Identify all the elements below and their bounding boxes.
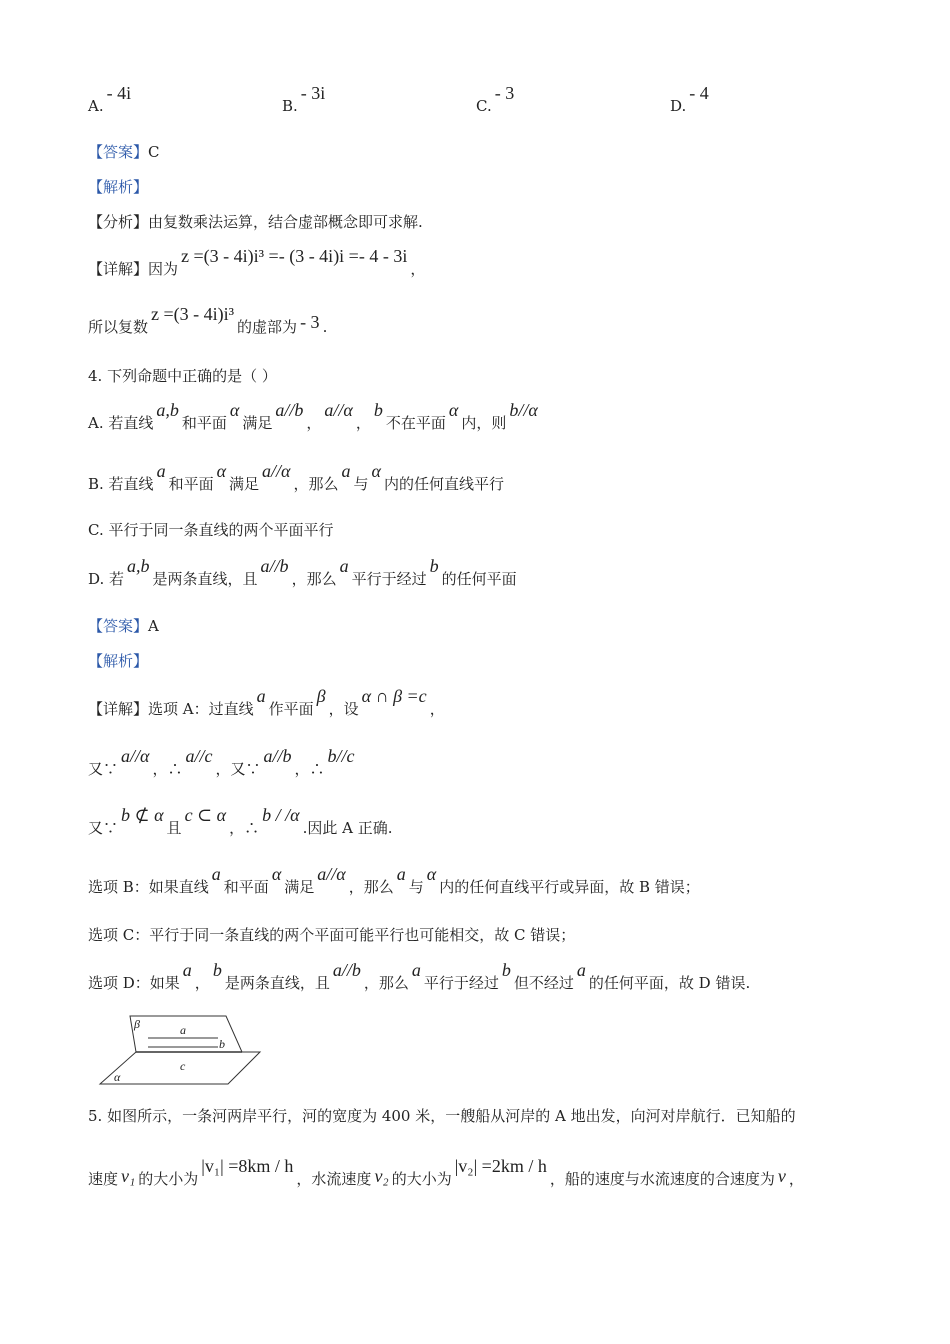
math: a//α — [317, 864, 346, 884]
math: |v₂| =2km / h — [454, 1156, 547, 1176]
q3-analysis-tag — [88, 177, 148, 197]
text: 平行于经过 — [423, 974, 499, 992]
q3-answer — [88, 142, 160, 162]
option-label: A. — [88, 97, 104, 115]
text: 和平面 — [168, 475, 214, 493]
plane-diagram — [96, 1012, 266, 1088]
q4-option-b-explanation — [88, 864, 700, 897]
math: v₂ — [374, 1166, 389, 1186]
fenxi-tag: 【分析】 — [88, 213, 149, 231]
text: 和平面 — [181, 414, 227, 432]
text: 速度 — [88, 1170, 119, 1188]
math: a,b — [127, 556, 150, 576]
math: a//α — [324, 400, 353, 420]
option-b[interactable] — [282, 83, 328, 116]
conclusion-formula: z =(3 - 4i)i³ — [151, 304, 235, 324]
math: α — [216, 461, 227, 481]
label-beta: β — [134, 1017, 140, 1031]
option-value: - 3 — [494, 83, 515, 103]
math: b ⊄ α — [121, 805, 164, 825]
text: B. 若直线 — [88, 475, 154, 493]
q4-answer — [88, 616, 159, 636]
conclusion-pre: 所以复数 — [88, 318, 149, 336]
math: b — [373, 400, 383, 420]
q4-option-a[interactable] — [88, 400, 541, 433]
math: b//α — [509, 400, 538, 420]
q4-detail-2 — [88, 746, 358, 779]
text: 选项 A：过直线 — [148, 700, 254, 718]
text: ，那么 — [291, 570, 337, 588]
math: a//c — [185, 746, 213, 766]
q3-conclusion — [88, 304, 328, 337]
text: ，设 — [328, 700, 359, 718]
text: 满足 — [229, 475, 260, 493]
text: 且 — [166, 819, 182, 837]
option-label: B. — [282, 97, 298, 115]
math: |v₁| =8km / h — [201, 1156, 294, 1176]
q3-fenxi — [88, 212, 423, 232]
math: b//c — [327, 746, 355, 766]
text: 又∵ — [88, 819, 119, 837]
text: ，那么 — [363, 974, 409, 992]
detail-pre: 因为 — [148, 260, 179, 278]
math: α — [271, 864, 282, 884]
text: 选项 B：如果直线 — [88, 878, 209, 896]
math: b — [212, 960, 222, 980]
math: c ⊂ α — [184, 805, 227, 825]
text: 与 — [353, 475, 369, 493]
q4-option-b[interactable] — [88, 461, 504, 494]
text: 的大小为 — [138, 1170, 199, 1188]
text: 和平面 — [223, 878, 269, 896]
text: 的任何平面 — [441, 570, 517, 588]
option-value: - 3i — [300, 83, 326, 103]
detail-tag: 【详解】 — [88, 700, 149, 718]
math: a — [396, 864, 406, 884]
option-label: D. — [670, 97, 687, 115]
math: α — [229, 400, 240, 420]
text: 满足 — [284, 878, 315, 896]
text: 内，则 — [461, 414, 507, 432]
q4-detail-3 — [88, 805, 393, 838]
math: a//α — [121, 746, 150, 766]
fenxi-text: 由复数乘法运算，结合虚部概念即可求解. — [148, 213, 423, 231]
option-value: - 4i — [106, 83, 132, 103]
text: 选项 D：如果 — [88, 974, 180, 992]
label-alpha: α — [114, 1070, 121, 1084]
math: a,b — [156, 400, 179, 420]
text: 是两条直线，且 — [224, 974, 330, 992]
text: 但不经过 — [513, 974, 574, 992]
q4-option-d[interactable] — [88, 556, 517, 589]
text: ， — [194, 974, 210, 992]
answer-value: A — [148, 617, 159, 635]
label-b: b — [219, 1037, 225, 1051]
answer-tag: 【答案】 — [88, 617, 149, 635]
analysis-tag: 【解析】 — [88, 178, 149, 196]
math: a//b — [263, 746, 292, 766]
q5-line-2 — [88, 1156, 804, 1189]
analysis-tag: 【解析】 — [88, 652, 149, 670]
option-a[interactable] — [88, 83, 134, 116]
text: 满足 — [242, 414, 273, 432]
text: 作平面 — [268, 700, 314, 718]
text: ，船的速度与水流速度的合速度为 — [549, 1170, 775, 1188]
q3-detail — [88, 246, 426, 279]
option-value: - 4 — [689, 83, 709, 103]
label-a: a — [180, 1023, 186, 1037]
text: ， — [306, 414, 322, 432]
conclusion-mid: 的虚部为 — [237, 318, 298, 336]
math: α — [448, 400, 459, 420]
math: b — [429, 556, 439, 576]
text: 内的任何直线平行 — [383, 475, 504, 493]
q4-option-c-explanation: 选项 C：平行于同一条直线的两个平面可能平行也可能相交，故 C 错误； — [88, 926, 576, 944]
q4-analysis-tag — [88, 651, 148, 671]
text: ，那么 — [348, 878, 394, 896]
math: a — [156, 461, 166, 481]
text: ， — [429, 700, 445, 718]
q4-option-d-explanation — [88, 960, 751, 993]
math: a — [576, 960, 586, 980]
text: ， — [355, 414, 371, 432]
detail-post: ， — [410, 260, 426, 278]
math: b / /α — [262, 805, 300, 825]
q4-stem: 4. 下列命题中正确的是（ ） — [88, 367, 277, 385]
math: a — [411, 960, 421, 980]
math: a//b — [260, 556, 289, 576]
answer-tag: 【答案】 — [88, 143, 149, 161]
q5-line-1: 5. 如图所示，一条河两岸平行，河的宽度为 400 米，一艘船从河岸的 A 地出发，向河对岸航行．已知船的 — [88, 1107, 796, 1125]
text: .因此 A 正确. — [302, 819, 393, 837]
math: a — [256, 686, 266, 706]
text: ，那么 — [293, 475, 339, 493]
text: ，水流速度 — [296, 1170, 372, 1188]
detail-tag: 【详解】 — [88, 260, 149, 278]
text: ，∴ — [294, 760, 325, 778]
text: 的大小为 — [391, 1170, 452, 1188]
conclusion-value: - 3 — [300, 312, 320, 332]
q4-option-c[interactable]: C. 平行于同一条直线的两个平面平行 — [88, 521, 334, 539]
text: A. 若直线 — [88, 414, 154, 432]
math: a — [182, 960, 192, 980]
math: α ∩ β =c — [361, 686, 427, 706]
text: 是两条直线，且 — [152, 570, 258, 588]
text: 不在平面 — [385, 414, 446, 432]
math: v₁ — [121, 1166, 136, 1186]
q4-detail-1 — [88, 686, 445, 719]
math: v — [777, 1166, 786, 1186]
answer-value: C — [148, 143, 160, 161]
label-c: c — [180, 1059, 186, 1073]
text: 平行于经过 — [351, 570, 427, 588]
math: a — [211, 864, 221, 884]
text: 的任何平面，故 D 错误. — [588, 974, 751, 992]
text: 与 — [408, 878, 424, 896]
option-d[interactable] — [670, 83, 712, 116]
conclusion-end: . — [322, 318, 328, 336]
math: a — [339, 556, 349, 576]
option-label: C. — [476, 97, 492, 115]
math: a//b — [332, 960, 361, 980]
math: α — [371, 461, 381, 481]
math: a//α — [262, 461, 291, 481]
text: ， — [788, 1170, 804, 1188]
text: ，∴ — [229, 819, 260, 837]
detail-formula: z =(3 - 4i)i³ =- (3 - 4i)i =- 4 - 3i — [181, 246, 408, 266]
math: α — [426, 864, 437, 884]
text: 内的任何直线平行或异面，故 B 错误； — [439, 878, 700, 896]
math: β — [316, 686, 326, 706]
text: ，∴ — [152, 760, 183, 778]
text: 又∵ — [88, 760, 119, 778]
math: b — [501, 960, 511, 980]
math: a — [341, 461, 351, 481]
option-c[interactable] — [476, 83, 517, 116]
math: a//b — [275, 400, 304, 420]
text: D. 若 — [88, 570, 125, 588]
text: ，又∵ — [215, 760, 261, 778]
